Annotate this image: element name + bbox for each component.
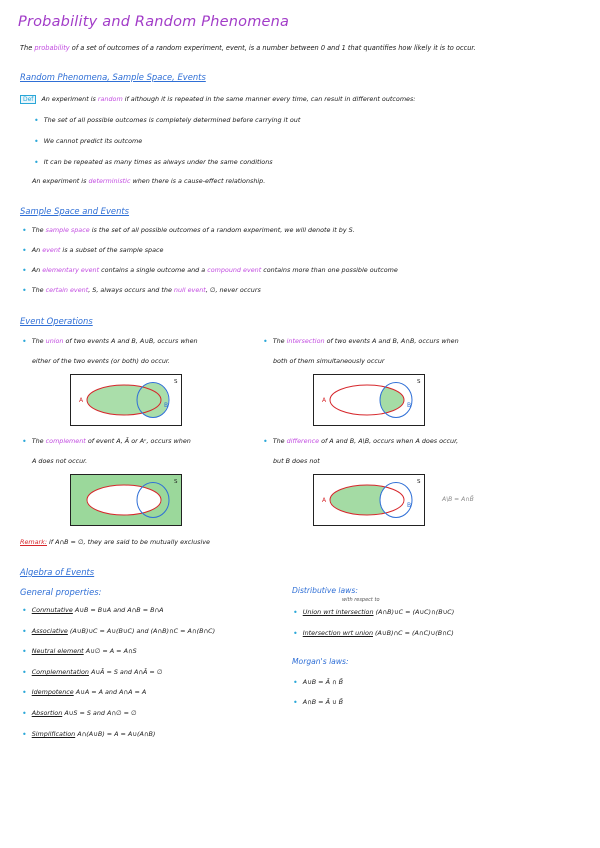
difference-definition-line2: but B does not	[273, 457, 320, 465]
property-item: • Simplification A∩(A∪B) = A = A∪(A∩B)	[22, 730, 156, 739]
venn-a-label: A	[79, 397, 84, 404]
list-item: • The sample space is the set of all possible outcomes of a random experiment, we will denote it by S.	[22, 226, 355, 235]
general-properties-heading: General properties:	[20, 587, 102, 597]
intro-text: The probability of a set of outcomes of a random experiment, event, is a number between 0 and 1 that quantifies how likely it is to occur.	[20, 44, 476, 52]
venn-s-label: S	[174, 479, 178, 485]
intersection-definition-line2: both of them simultaneously occur	[273, 357, 385, 365]
morgan-item: • A∩B = Ā ∪ B̄	[293, 698, 344, 707]
section-heading-event-operations: Event Operations	[20, 316, 93, 326]
definition-deterministic: An experiment is deterministic when there is a cause-effect relationship.	[32, 177, 266, 185]
complement-definition: • The complement of event A, Ā or Aᶜ, occurs when	[22, 437, 191, 446]
definition-random: Def An experiment is random if although it is repeated in the same manner every time, can result in different outcomes:	[20, 95, 415, 104]
distributive-laws-heading: Distributive laws:	[292, 586, 358, 595]
section-heading-algebra: Algebra of Events	[20, 567, 95, 577]
section-heading-sample-space: Sample Space and Events	[20, 206, 130, 216]
venn-b-label: B	[407, 402, 412, 409]
property-item: • Conmutative A∪B = B∪A and A∩B = B∩A	[22, 606, 164, 615]
morgan-laws-heading: Morgan's laws:	[292, 657, 349, 666]
complement-definition-line2: A does not occur.	[32, 457, 88, 465]
list-item: • An elementary event contains a single outcome and a compound event contains more than one possible outcome	[22, 266, 398, 275]
section-heading-random-phenomena: Random Phenomena, Sample Space, Events	[20, 72, 206, 82]
morgan-item: • A∪B = Ā ∩ B̄	[293, 678, 344, 687]
property-item: • Complementation A∪Ā = S and A∩Ā = ∅	[22, 668, 163, 677]
list-item: • We cannot predict its outcome	[34, 137, 143, 146]
remark: Remark: if A∩B = ∅, they are said to be mutually exclusive	[20, 538, 210, 546]
venn-difference	[313, 474, 425, 526]
distributive-item: • Intersection wrt union (A∪B)∩C = (A∩C)∪(B∩C)	[293, 629, 454, 638]
property-item: • Associative (A∪B)∪C = A∪(B∪C) and (A∩B)∩C = A∩(B∩C)	[22, 627, 216, 636]
venn-b-label: B	[164, 402, 169, 409]
venn-b-label: B	[407, 502, 412, 509]
term-probability: probability	[34, 44, 70, 52]
venn-a-label: A	[322, 397, 327, 404]
distributive-item: • Union wrt intersection (A∩B)∪C = (A∪C)∩(B∪C)	[293, 608, 455, 617]
list-item: • It can be repeated as many times as always under the same conditions	[34, 158, 273, 167]
union-definition-line2: either of the two events (or both) do occur.	[32, 357, 170, 365]
list-item: • An event is a subset of the sample space	[22, 246, 164, 255]
dist-note: with respect to	[342, 597, 380, 603]
difference-formula: A\B = A∩B̄	[442, 496, 474, 503]
venn-a-label: A	[322, 497, 327, 504]
venn-union	[70, 374, 182, 426]
union-definition: • The union of two events A and B, A∪B, occurs when	[22, 337, 198, 346]
list-item: • The certain event, S, always occurs and the null event, ∅, never occurs	[22, 286, 261, 295]
venn-s-label: S	[417, 479, 421, 485]
page-title: Probability and Random Phenomena	[18, 14, 290, 30]
difference-definition: • The difference of A and B, A\B, occurs when A does occur,	[263, 437, 459, 446]
venn-intersection	[313, 374, 425, 426]
def-badge: Def	[20, 95, 36, 104]
property-item: • Absortion A∪S = S and A∩∅ = ∅	[22, 709, 137, 718]
venn-s-label: S	[174, 379, 178, 385]
list-item: • The set of all possible outcomes is completely determined before carrying it out	[34, 116, 301, 125]
property-item: • Idempotence A∪A = A and A∩A = A	[22, 688, 147, 697]
venn-complement	[70, 474, 182, 526]
property-item: • Neutral element A∪∅ = A = A∩S	[22, 647, 137, 656]
intersection-definition: • The intersection of two events A and B, A∩B, occurs when	[263, 337, 459, 346]
venn-s-label: S	[417, 379, 421, 385]
